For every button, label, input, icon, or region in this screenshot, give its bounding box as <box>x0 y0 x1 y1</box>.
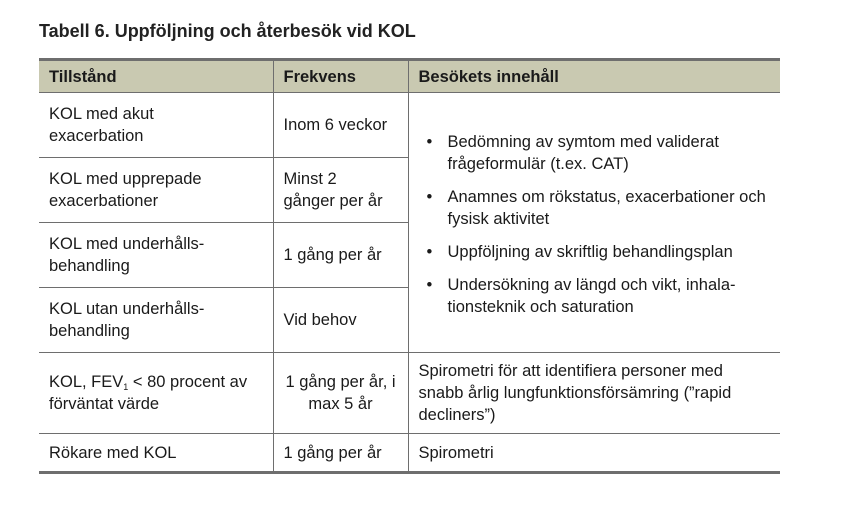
condition-prefix: KOL, FEV <box>49 373 124 391</box>
table-title: Tabell 6. Uppföljning och återbesök vid KOL <box>39 21 416 41</box>
table-header-row <box>39 60 780 93</box>
condition-cell: KOL med akut exacerbation <box>39 93 273 158</box>
frequency-cell: 1 gång per år <box>273 223 408 288</box>
frequency-cell: 1 gång per år <box>273 434 408 473</box>
frequency-cell: 1 gång per år, i max 5 år <box>273 353 408 434</box>
condition-cell: KOL med upprepade exacerbationer <box>39 158 273 223</box>
header-frequency: Frekvens <box>273 60 408 93</box>
content-bullet-list <box>417 131 773 318</box>
condition-cell: KOL utan underhålls-behandling <box>39 288 273 353</box>
condition-cell: KOL med underhålls-behandling <box>39 223 273 288</box>
content-bullet-item: • Uppföljning av skriftlig behandlingsplan <box>427 241 773 263</box>
content-cell: Spirometri <box>408 434 780 473</box>
follow-up-table <box>39 58 780 474</box>
condition-cell: Rökare med KOL <box>39 434 273 473</box>
shared-content-cell <box>408 93 780 353</box>
header-content: Besökets innehåll <box>408 60 780 93</box>
content-bullet-item: • Anamnes om rökstatus, exacerbationer och fysisk aktivitet <box>427 186 773 230</box>
frequency-cell: Inom 6 veckor <box>273 93 408 158</box>
table-row <box>39 434 780 473</box>
frequency-cell: Minst 2 gånger per år <box>273 158 408 223</box>
table-row <box>39 353 780 434</box>
content-bullet-item: • Undersökning av längd och vikt, inhala-tionsteknik och saturation <box>427 274 773 318</box>
content-cell: Spirometri för att identifiera personer med snabb årlig lungfunktionsförsämring (”rapid decliners”) <box>408 353 780 434</box>
content-bullet-item: • Bedömning av symtom med validerat frågeformulär (t.ex. CAT) <box>427 131 773 175</box>
condition-subscript: 1 <box>123 382 129 392</box>
condition-cell <box>39 353 273 434</box>
table-row <box>39 93 780 158</box>
frequency-cell: Vid behov <box>273 288 408 353</box>
header-condition: Tillstånd <box>39 60 273 93</box>
condition-suffix: < 80 procent av förväntat värde <box>49 373 248 413</box>
